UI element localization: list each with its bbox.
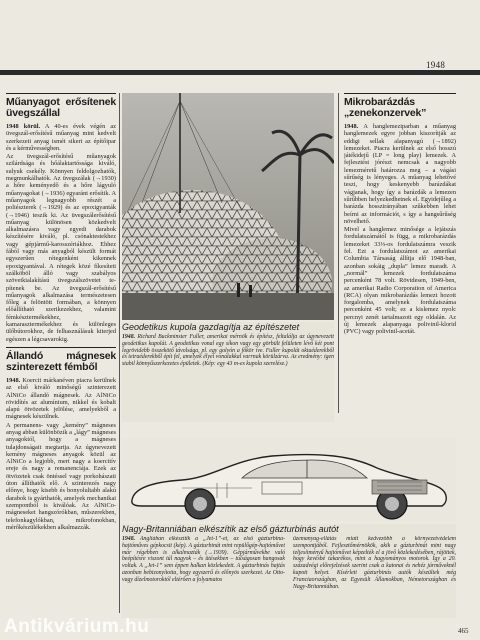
section-rule (6, 347, 116, 348)
right-column (344, 93, 456, 413)
caption-lead: 1948. (122, 334, 136, 340)
section-rule (344, 93, 456, 94)
dome-illustration (122, 93, 334, 320)
section-title-magnets: Állandó mágnesek szinterezett fémből (6, 349, 116, 373)
paragraph-text: Koercit márkanéven piacra kerülnek az első kiváló minőségű szinterezett AlNiCo állandó mágnesek. Az AlNiCo rövidítés az alumínium, nikkel és kobalt alapú ötvözetek jelölése, amelyekből a mágnesek készülnek. (6, 376, 116, 421)
caption-title: Nagy-Britanniában elkészítik az első gázturbinás autót (122, 524, 339, 534)
left-column (6, 93, 116, 615)
caption-body: Angliában elkészítik a „Jet-1”-et, az első gázturbina-hajtóműves gépkocsit (kép). A gázturbinát mint repülőgép-hajtóművet már régebben is alkalmazták (→1939). Gépjárművekbe való beépítésre viszont túl nagyok – és ütésekben – túlságosan hangosak voltak. A „Jet-1” sem éppen halkan közlekedett. A gázturbinás hajtás azonban bebizonyította, hogy egyszerű és előnyös szerkezet. Az Otto- vagy dízelmotoroktól eltérően a folyamatos (122, 536, 285, 583)
paragraph: Mivel a hanglemez minősége a lejátszás fordulatszámától is függ, a mikrobarázdás lemezeket 33⅓-os fordulatszámra veszik fel. Ezt a fordulatszámot az amerikai Columbia Társaság állítja elő 1948-ban, azonban sokáig „dupla” lemez maradt. A „normál” lemezek fordulatszáma percenként 78 volt. Rövidesen, 1949-ben, az amerikai Radio Corporation of America (RCA) olyan mikrobarázdás lemezt hozott forgalomba, amelynek fordulatszáma percenként 45 volt; ez a kislemez nyolc percnyi zenét tartalmazott egy oldalán. Az új lemezek alapanyaga polivinil-klorid (PVC) vagy polivinil-acetát. (344, 226, 456, 336)
car-drawing (122, 438, 456, 521)
paragraph-text: A hanglemeziparban a műanyag hanglemezek egyre jobban kiszorítják az eddigi sellak alapanyagú (→1892) lemezeket. Piacra kerülnek az első hosszú játékidejű (LP = long play) lemezek. A fejlesztést jórészt nemcsak a nagyobb lemezméretű határozza meg – a vágási sűrűség is lényeges. A műanyag lehetővé teszi, hogy keskenyebb barázdákat vágjanak, hogy így a barázdák a lemezen sűrűbben helyezkedhetnek el. Egyidejűleg a barázda hosszirányában szűkebben lehet beírni az információt, s így a hangsűrűség növelhető. (344, 123, 456, 225)
dome-caption (122, 322, 334, 422)
paragraph (344, 123, 456, 225)
paragraph: A permanens- vagy „kemény” mágneses anyag abban különbözik a „lágy” mágneses anyagoktól, hogy a mágneses tulajdonságait megtartja. Az úgynevezett kemény mágneses anyagok közül az AlNiCo a legjobb, mert nagy a koercitív ereje és nagy a remanenciája. Ezek az ötvözetek csak öntéssel vagy porkohászati úton állíthatók elő. A szinterezés nagy előnye, hogy kisebb és bonyolultabb alakú darabok is gyárthatók, amelyek mechanikai szempontból is kiválóak. Az AlNiCo-mágneseket hangszórókban, műszerekben, telefonkagylókban, mikrofonokban, mérőkészülékekben alkalmazzák. (6, 421, 116, 531)
paragraph (6, 377, 116, 421)
caption-body: Richard Buckminster Fuller, amerikai mérnök és építész, feltalálja az úgynevezett geodetikus kupolát. A geodetikus vonal egy síkon vagy egy görbült felületen lévő két pont legrövidebb összekötő távolsága, pl. egy golyón a főkör íve. Fuller kupolát oktaéderekből és tetraéderekből épít fel, amelyek élyei vonalakkal varrnak körülzárva. Az eredmény: igen stabil könnyűszerkezetes épületek. (Kép: egy 43 m-es kupola szerelése.) (122, 334, 334, 368)
section-rule (6, 93, 116, 94)
header-rule (0, 70, 480, 75)
paragraph-lead: 1948. (6, 376, 21, 384)
caption-text (122, 536, 285, 616)
page-number: 465 (458, 627, 469, 635)
column-divider (338, 93, 339, 413)
gas-turbine-car-illustration (122, 438, 456, 521)
caption-title: Geodetikus kupola gazdagítja az építészetet (122, 322, 300, 332)
caption-text (122, 334, 334, 368)
column-divider (119, 93, 120, 613)
page-year: 1948 (426, 60, 446, 70)
paragraph: Az üvegszál-erősítésű műanyagok szilárdsága és hőálaktartóssága kiváló, sulyuk csekély. Könnyen feldolgozhatók, megmunkálhatók. Az üvegszálak (→1930) a hőre keményedő és a hőre lágyuló műanyagokat (→1936) egyaránt erősítik. A műanyagok legnagyobb részét a poliészterek (→1929) és az epoxigyanták (→1946) teszik ki. Az üvegszálerősítésű műanyag különösen közkedvelt alkalmazásra vagy egyedi darabok készítésére kiváló, pl. csónaktestekhez vagy gépjármű-karosszériákhoz. Ehhez fából vagy más anyagból készült formát egyszerűen rétegenként kikennek epoxigyantával. A rétegek közé fíkesíteti szálköböl álló vagy szabályos szövetkialakítású üvegszálszövetet tepítenek be. Az üvegszál-erősítésű műanyagok alkalmazása természetesen főleg a felöntött formában, a könnyen előállítható szerikezekhez, valamint fémkésztermékekhez, kamarasztermékekhez és különleges ülőbútorokhoz, de felhasználásuk kiterjed egészen a légcsavarokig. (6, 153, 116, 343)
paragraph-lead: 1948 körül. (6, 123, 41, 130)
paragraph-text: A 40-es évek végén az üvegszál-erősítésű műanyag mint kedvelt szerkezeti anyag ismét sikert az építőipar és a kérművességben. (6, 123, 116, 152)
car-caption (122, 524, 456, 618)
paragraph (6, 123, 116, 152)
geodesic-dome-photo (122, 93, 334, 320)
watermark-logo: Antikvárium.hu (4, 616, 150, 637)
section-title-fiberglass: Műanyagot erősítenek üvegszállal (6, 96, 116, 119)
caption-lead: 1948. (122, 536, 136, 542)
caption-columns (122, 536, 456, 616)
section-title-microgroove: Mikrobarázdás „zenekonzervek” (344, 96, 427, 119)
paragraph-lead: 1948. (344, 123, 359, 130)
caption-text: üzemanyag-ellátás miatt kedvezőbb a környezetvédelem szempontjából. Fejlesztőmérnökök, akik a gázturbinát mint nagy teljesítményű hajtóművet képzelték el a jövő közlekedésében, rájöttek, hogy kevésbé takarékos, mint a hagyományos motorok. Így a 20. századvégi előrejelzések szerint csak a katonai és nehéz járműveknél kapott helyet. Kísérleti gázturbinás autók készültek még Franciaországban, az Egyesült Államokban, Németországban és Nagy-Britanniában. (293, 536, 456, 590)
